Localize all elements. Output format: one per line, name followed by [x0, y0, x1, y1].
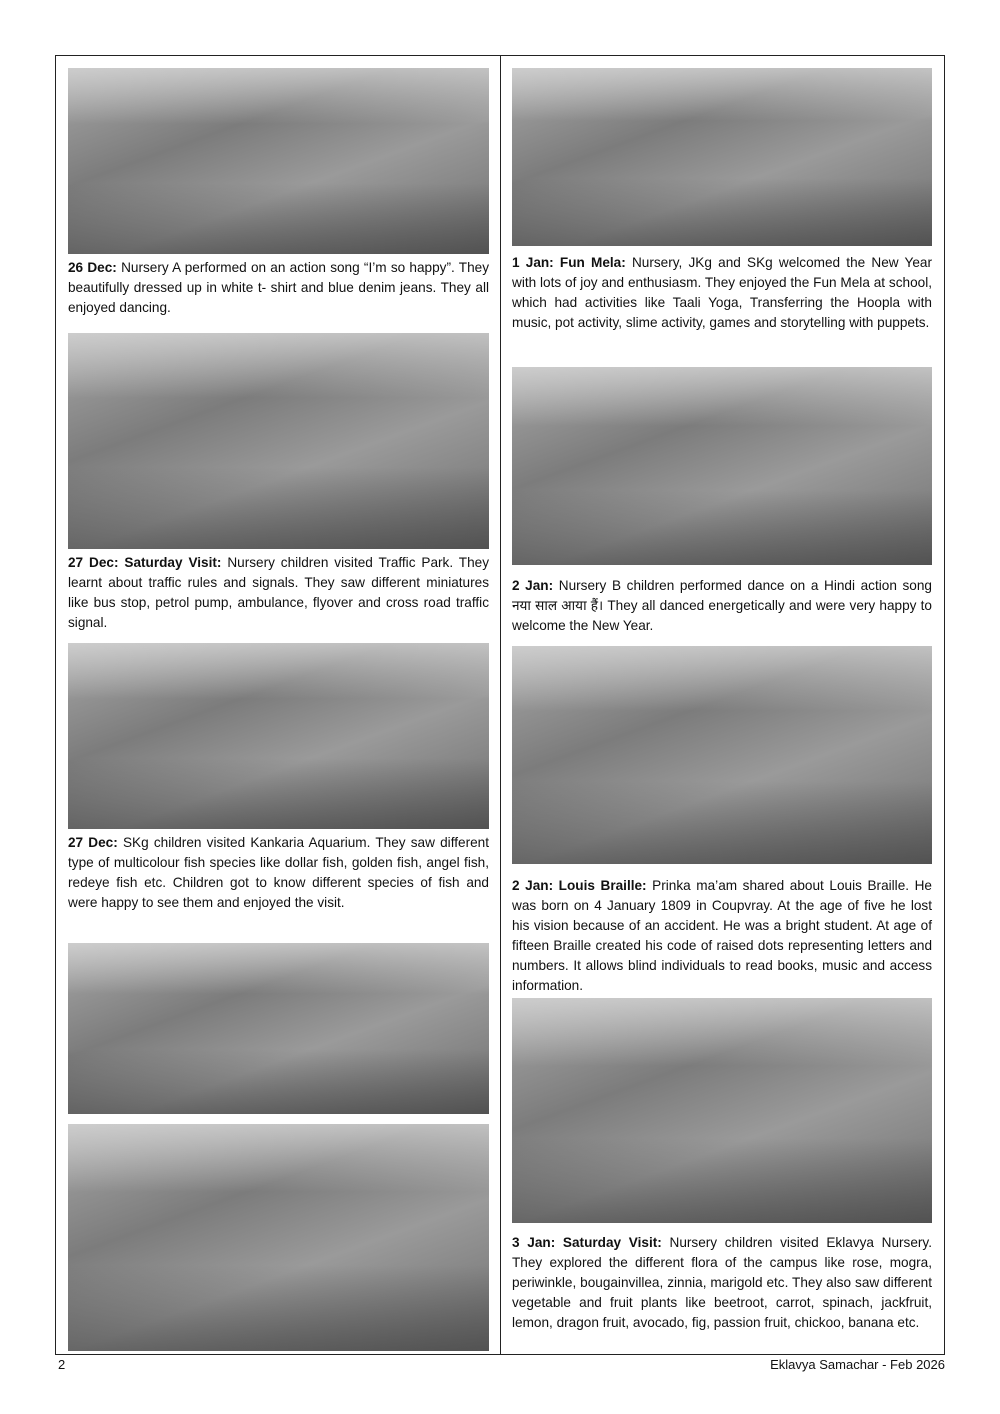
caption-date: 2 Jan: [512, 578, 554, 593]
photo-kankaria-aquarium [68, 643, 489, 829]
caption-text: Nursery A performed on an action song “I’m so happy”. They beautifully dressed up in white t- shirt and blue denim jeans. They all enjoyed dancing. [68, 260, 489, 315]
publication-footer: Eklavya Samachar - Feb 2026 [770, 1357, 945, 1372]
caption-26-dec [68, 258, 489, 318]
caption-text: Nursery B children performed dance on a Hindi action song नया साल आया हैं। They all danced energetically and were very happy to welcome the New Year. [512, 578, 932, 633]
caption-date: 27 Dec: Saturday Visit: [68, 555, 222, 570]
photo-hindi-song-dance [512, 367, 932, 565]
caption-27-dec-aquarium [68, 833, 489, 913]
caption-text: Prinka ma’am shared about Louis Braille. He was born on 4 January 1809 in Coupvray. At the age of five he lost his vision because of an accident. He was a bright student. At age of fifteen Braille created his code of raised dots representing letters and numbers. It allows blind individuals to read books, music and access information. [512, 878, 932, 993]
caption-3-jan-nursery-visit [512, 1233, 932, 1333]
photo-slime-activity [68, 1124, 489, 1351]
caption-date: 3 Jan: Saturday Visit: [512, 1235, 662, 1250]
caption-1-jan-fun-mela [512, 253, 932, 333]
caption-text: Nursery children visited Eklavya Nursery. They explored the different flora of the campus like rose, mogra, periwinkle, bougainvillea, zinnia, marigold etc. They also saw different vegetable and fruit plants like beetroot, carrot, spinach, jackfruit, lemon, dragon fruit, avocado, fig, passion fruit, chickoo, banana etc. [512, 1235, 932, 1330]
caption-text: Nursery children visited Traffic Park. They learnt about traffic rules and signals. They saw different miniatures like bus stop, petrol pump, ambulance, flyover and cross road traffic signal. [68, 555, 489, 630]
caption-date: 1 Jan: Fun Mela: [512, 255, 626, 270]
caption-text: Nursery, JKg and SKg welcomed the New Year with lots of joy and enthusiasm. They enjoyed the Fun Mela at school, which had activities like Taali Yoga, Transferring the Hoopla with music, pot activity, slime activity, games and storytelling with puppets. [512, 255, 933, 330]
caption-text: SKg children visited Kankaria Aquarium. They saw different type of multicolour fish species like dollar fish, golden fish, angel fish, redeye fish etc. Children got to know different species of fish and were happy to see them and enjoyed the visit. [68, 835, 489, 910]
caption-2-jan-louis-braille [512, 876, 932, 996]
page-number: 2 [58, 1357, 66, 1372]
caption-date: 2 Jan: Louis Braille: [512, 878, 647, 893]
caption-27-dec-traffic-park [68, 553, 489, 633]
caption-date: 27 Dec: [68, 835, 118, 850]
photo-fun-mela-dance [68, 943, 489, 1114]
caption-date: 26 Dec: [68, 260, 117, 275]
caption-2-jan-dance [512, 576, 932, 636]
column-divider [500, 55, 501, 1355]
photo-eklavya-nursery-visit [512, 998, 932, 1223]
photo-action-song-dance [68, 68, 489, 254]
photo-traffic-park-visit [68, 333, 489, 549]
photo-fun-mela-hoopla [512, 68, 932, 246]
photo-louis-braille-session [512, 646, 932, 864]
